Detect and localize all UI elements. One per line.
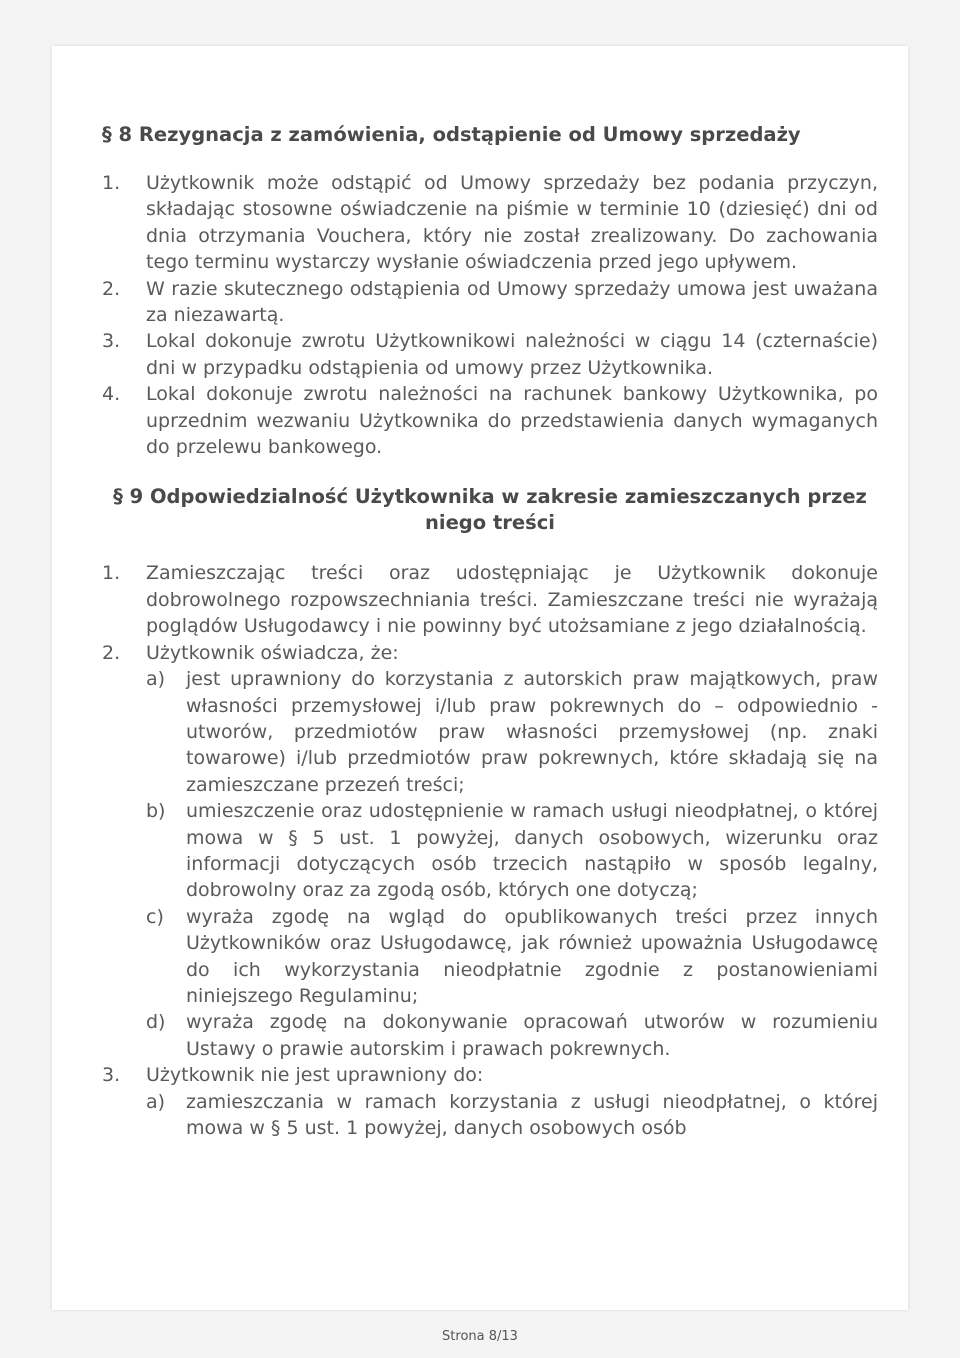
section-8-heading: § 8 Rezygnacja z zamówienia, odstąpienie od Umowy sprzedaży (102, 123, 801, 146)
item-number: 1. (102, 562, 121, 585)
item-number: 3. (102, 1064, 121, 1087)
item-text: Użytkownik nie jest uprawniony do: (146, 1064, 484, 1087)
section-9-list (102, 560, 878, 1141)
item-text: Lokal dokonuje zwrotu Użytkownikowi należności w ciągu 14 (czternaście) dni w przypadku odstąpienia od umowy przez Użytkownika. (146, 330, 878, 379)
section-8-list (102, 170, 878, 460)
sub-item-letter: c) (146, 905, 164, 928)
sub-item-letter: b) (146, 800, 166, 823)
list-item (102, 276, 878, 329)
item-text: Użytkownik może odstąpić od Umowy sprzedaży bez podania przyczyn, składając stosowne oświadczenie na piśmie w terminie 10 (dziesięć) dni od dnia otrzymania Vouchera, który nie został zrealizowany. Do zachowania tego terminu wystarczy wysłanie oświadczenia przed jego upływem. (146, 172, 878, 274)
item-text: W razie skutecznego odstąpienia od Umowy sprzedaży umowa jest uważana za niezawartą. (146, 277, 878, 327)
list-item (102, 381, 878, 460)
sub-list-item (102, 1009, 878, 1062)
page-number: Strona 8/13 (442, 1329, 518, 1344)
sub-item-letter: a) (146, 1090, 166, 1113)
sub-item-letter: a) (146, 668, 166, 691)
page-content (102, 122, 878, 1141)
item-number: 3. (102, 330, 121, 353)
document-page (52, 46, 908, 1310)
sub-list-item (102, 904, 878, 1010)
sub-list-item (102, 666, 878, 798)
item-number: 2. (102, 641, 121, 664)
sub-item-text: zamieszczania w ramach korzystania z usługi nieodpłatnej, o której mowa w § 5 ust. 1 powyżej, danych osobowych osób (186, 1090, 878, 1139)
list-item (102, 640, 878, 666)
sub-item-text: wyraża zgodę na wgląd do opublikowanych treści przez innych Użytkowników oraz Usługodawcę, jak również upoważnia Usługodawcę do ich wykorzystania nieodpłatnie zgodnie z postanowieniami niniejszego Regulaminu; (186, 905, 878, 1007)
item-number: 1. (102, 172, 121, 194)
sub-item-text: wyraża zgodę na dokonywanie opracowań utworów w rozumieniu Ustawy o prawie autorskim i prawach pokrewnych. (186, 1011, 878, 1060)
item-number: 2. (102, 277, 121, 300)
list-item (102, 1062, 878, 1088)
item-text: Zamieszczając treści oraz udostępniając je Użytkownik dokonuje dobrowolnego rozpowszechniania treści. Zamieszczane treści nie wyrażają poglądów Usługodawcy i nie powinny być utożsamiane z jego działalnością. (146, 562, 878, 638)
sub-item-text: umieszczenie oraz udostępnienie w ramach usługi nieodpłatnej, o której mowa w § 5 ust. 1 powyżej, danych osobowych, wizerunku oraz informacji dotyczących osób trzecich nastąpiło w sposób legalny, dobrowolny oraz za zgodą osób, których one dotyczą; (186, 800, 878, 902)
list-item (102, 328, 878, 381)
item-text: Użytkownik oświadcza, że: (146, 641, 399, 664)
sub-list-item (102, 798, 878, 904)
sub-item-letter: d) (146, 1011, 166, 1034)
sub-item-text: jest uprawniony do korzystania z autorskich praw majątkowych, praw własności przemysłowej i/lub praw pokrewnych do – odpowiednio - utworów, przedmiotów praw własności przemysłowej (np. znaki towarowe) i/lub przedmiotów praw pokrewnych, które składają się na zamieszczane przezeń treści; (186, 668, 878, 796)
section-9-heading: § 9 Odpowiedzialność Użytkownika w zakresie zamieszczanych przez niego treści (113, 485, 867, 535)
item-text: Lokal dokonuje zwrotu należności na rachunek bankowy Użytkownika, po uprzednim wezwaniu Użytkownika do przedstawienia danych wymaganych do przelewu bankowego. (146, 383, 878, 459)
list-item (102, 560, 878, 639)
sub-list-item (102, 1089, 878, 1142)
list-item (102, 170, 878, 276)
item-number: 4. (102, 383, 121, 406)
